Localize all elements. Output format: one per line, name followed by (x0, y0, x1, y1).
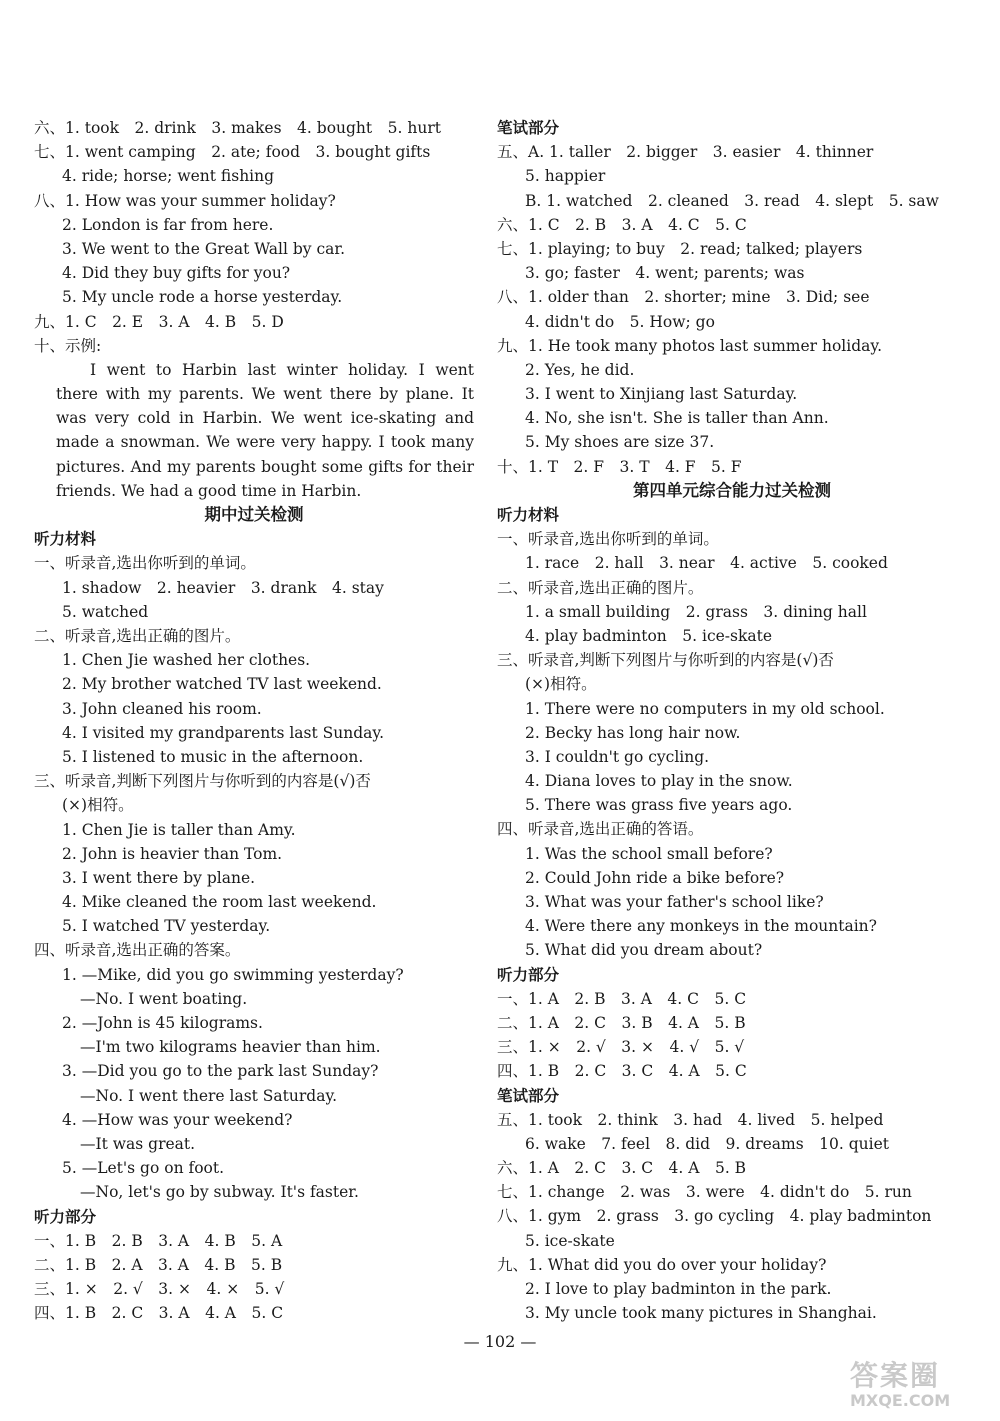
answer-line: 1. shadow 2. heavier 3. drank 4. stay (62, 578, 384, 597)
answer-line: 5. happier (525, 167, 606, 186)
answer-line: 4. ride; horse; went fishing (62, 167, 275, 186)
answer-line: 六、1. took 2. drink 3. makes 4. bought 5. hurt (34, 119, 441, 137)
answer-line: 六、1. C 2. B 3. A 4. C 5. C (497, 215, 747, 234)
answer-line: 3. What was your father's school like? (525, 893, 824, 911)
left-answers-top (34, 116, 474, 358)
answer-line: 4. Mike cleaned the room last weekend. (62, 893, 377, 912)
answer-line: 5. My uncle rode a horse yesterday. (62, 288, 343, 307)
answer-line: 二、听录音,选出正确的图片。 (497, 578, 704, 597)
answer-line: 四、听录音,选出正确的答案。 (34, 941, 241, 960)
right-column (497, 116, 967, 1325)
answer-line: 二、1. B 2. A 3. A 4. B 5. B (34, 1255, 283, 1274)
answer-line: —No. I went boating. (80, 989, 248, 1008)
answer-line: 3. —Did you go to the park last Sunday? (62, 1062, 379, 1081)
answer-line: 三、听录音,判断下列图片与你听到的内容是(√)否 (34, 772, 371, 791)
answer-line: 5. I watched TV yesterday. (62, 917, 271, 936)
answer-line: 3. I couldn't go cycling. (525, 747, 710, 766)
answer-line: 九、1. C 2. E 3. A 4. B 5. D (34, 312, 284, 331)
answer-line: (×)相符。 (525, 675, 597, 694)
answer-line: 5. —Let's go on foot. (62, 1159, 225, 1178)
answer-line: 七、1. playing; to buy 2. read; talked; players (497, 239, 863, 258)
sample-essay: I went to Harbin last winter holiday. I went there with my parents. We went there by plane. It was very cold in Harbin. We went ice-skating and made a snowman. We were very happy. I took many pictures. And my parents bought some gifts for their friends. We had a good time in Harbin. (56, 360, 474, 500)
answer-line: 四、1. B 2. C 3. A 4. A 5. C (34, 1304, 284, 1323)
answer-line: 5. My shoes are size 37. (525, 433, 715, 452)
watermark-title: 答案圈 (850, 1359, 941, 1392)
answer-line: 三、1. × 2. √ 3. × 4. × 5. √ (34, 1280, 285, 1299)
answer-line: 十、示例: (34, 336, 102, 355)
answer-line: 4. Were there any monkeys in the mountain? (525, 917, 877, 936)
answer-line: 一、听录音,选出你听到的单词。 (497, 530, 719, 549)
watermark-logo (850, 1360, 980, 1415)
answer-line: 2. Yes, he did. (525, 360, 635, 379)
answer-line: 6. wake 7. feel 8. did 9. dreams 10. quiet (525, 1134, 890, 1153)
answer-line: 1. Chen Jie washed her clothes. (62, 651, 311, 670)
answer-line: 八、1. gym 2. grass 3. go cycling 4. play badminton (497, 1207, 932, 1226)
page-number: — 102 — (463, 1332, 537, 1351)
answer-line: 1. There were no computers in my old school. (525, 699, 885, 718)
answer-line: 八、1. older than 2. shorter; mine 3. Did; see (497, 288, 870, 307)
answer-line: 1. a small building 2. grass 3. dining hall (525, 602, 867, 621)
answer-line: 3. My uncle took many pictures in Shanghai. (525, 1304, 877, 1323)
answer-line: 一、听录音,选出你听到的单词。 (34, 554, 256, 573)
answer-line: 3. I went to Xinjiang last Saturday. (525, 385, 798, 404)
section-heading: 听力部分 (497, 964, 560, 984)
section-heading: 笔试部分 (497, 1085, 560, 1105)
answer-line: 2. London is far from here. (62, 215, 274, 234)
answer-line: 2. John is heavier than Tom. (62, 844, 283, 863)
section-title: 第四单元综合能力过关检测 (633, 480, 831, 500)
answer-line: 2. Could John ride a bike before? (525, 868, 785, 887)
answer-line: 一、1. A 2. B 3. A 4. C 5. C (497, 989, 747, 1008)
answer-line: 五、1. took 2. think 3. had 4. lived 5. helped (497, 1110, 884, 1129)
answer-line: 四、1. B 2. C 3. C 4. A 5. C (497, 1062, 747, 1081)
answer-line: 5. ice-skate (525, 1231, 615, 1250)
answer-line: 八、1. How was your summer holiday? (34, 191, 336, 210)
answer-line: 七、1. change 2. was 3. were 4. didn't do 5. run (497, 1183, 912, 1202)
answer-line: 2. —John is 45 kilograms. (62, 1014, 263, 1033)
answer-line: 七、1. went camping 2. ate; food 3. bought gifts (34, 143, 431, 162)
answer-line: —No, let's go by subway. It's faster. (80, 1183, 359, 1202)
answer-line: 四、听录音,选出正确的答语。 (497, 820, 704, 839)
left-answers-bottom (34, 503, 474, 1325)
answer-line: 4. didn't do 5. How; go (525, 312, 715, 331)
answer-line: 三、1. × 2. √ 3. × 4. √ 5. √ (497, 1038, 745, 1057)
answer-line: 4. Diana loves to play in the snow. (525, 772, 793, 791)
answer-line: 5. watched (62, 602, 149, 621)
section-heading: 听力材料 (34, 529, 97, 549)
answer-line: 九、1. What did you do over your holiday? (497, 1255, 827, 1274)
answer-line: 4. Did they buy gifts for you? (62, 264, 291, 283)
answer-line: —It was great. (80, 1134, 196, 1153)
answer-line: —No. I went there last Saturday. (80, 1086, 338, 1105)
answer-line: 1. Chen Jie is taller than Amy. (62, 820, 296, 839)
answer-line: B. 1. watched 2. cleaned 3. read 4. slept 5. saw (525, 191, 939, 210)
answer-line: 3. John cleaned his room. (62, 699, 262, 718)
answer-line: 十、1. T 2. F 3. T 4. F 5. F (497, 457, 742, 476)
answer-line: 1. race 2. hall 3. near 4. active 5. cooked (525, 554, 888, 573)
answer-line: 4. No, she isn't. She is taller than Ann. (525, 409, 829, 428)
answer-line: —I'm two kilograms heavier than him. (80, 1038, 381, 1057)
answer-line: 5. I listened to music in the afternoon. (62, 747, 364, 766)
answer-line: (×)相符。 (62, 796, 134, 815)
section-heading: 听力材料 (497, 505, 560, 524)
section-heading: 笔试部分 (497, 118, 560, 137)
answer-line: 3. We went to the Great Wall by car. (62, 239, 346, 258)
answer-line: 九、1. He took many photos last summer holiday. (497, 336, 882, 355)
answer-line: 二、1. A 2. C 3. B 4. A 5. B (497, 1013, 746, 1032)
answer-line: 5. There was grass five years ago. (525, 796, 793, 815)
answer-line: 4. I visited my grandparents last Sunday. (62, 723, 385, 742)
answer-line: 4. play badminton 5. ice-skate (525, 626, 773, 645)
answer-line: 三、听录音,判断下列图片与你听到的内容是(√)否 (497, 651, 834, 670)
left-column (34, 116, 474, 1325)
answer-line: 3. I went there by plane. (62, 868, 256, 887)
answer-line: 2. I love to play badminton in the park. (525, 1280, 832, 1298)
answer-line: 1. Was the school small before? (525, 844, 773, 863)
section-heading: 听力部分 (34, 1206, 97, 1226)
answer-line: 3. go; faster 4. went; parents; was (525, 264, 805, 283)
watermark-url: MXQE.COM (850, 1391, 951, 1410)
section-title: 期中过关检测 (204, 505, 304, 525)
answer-line: 一、1. B 2. B 3. A 4. B 5. A (34, 1231, 283, 1250)
answer-line: 六、1. A 2. C 3. C 4. A 5. B (497, 1159, 747, 1178)
answer-line: 5. What did you dream about? (525, 941, 763, 960)
answer-line: 五、A. 1. taller 2. bigger 3. easier 4. thinner (497, 143, 874, 162)
answer-line: 二、听录音,选出正确的图片。 (34, 627, 241, 646)
answer-line: 2. My brother watched TV last weekend. (62, 675, 382, 694)
answer-line: 4. —How was your weekend? (62, 1110, 293, 1129)
answer-line: 1. —Mike, did you go swimming yesterday? (62, 965, 404, 984)
answer-line: 2. Becky has long hair now. (525, 723, 741, 742)
